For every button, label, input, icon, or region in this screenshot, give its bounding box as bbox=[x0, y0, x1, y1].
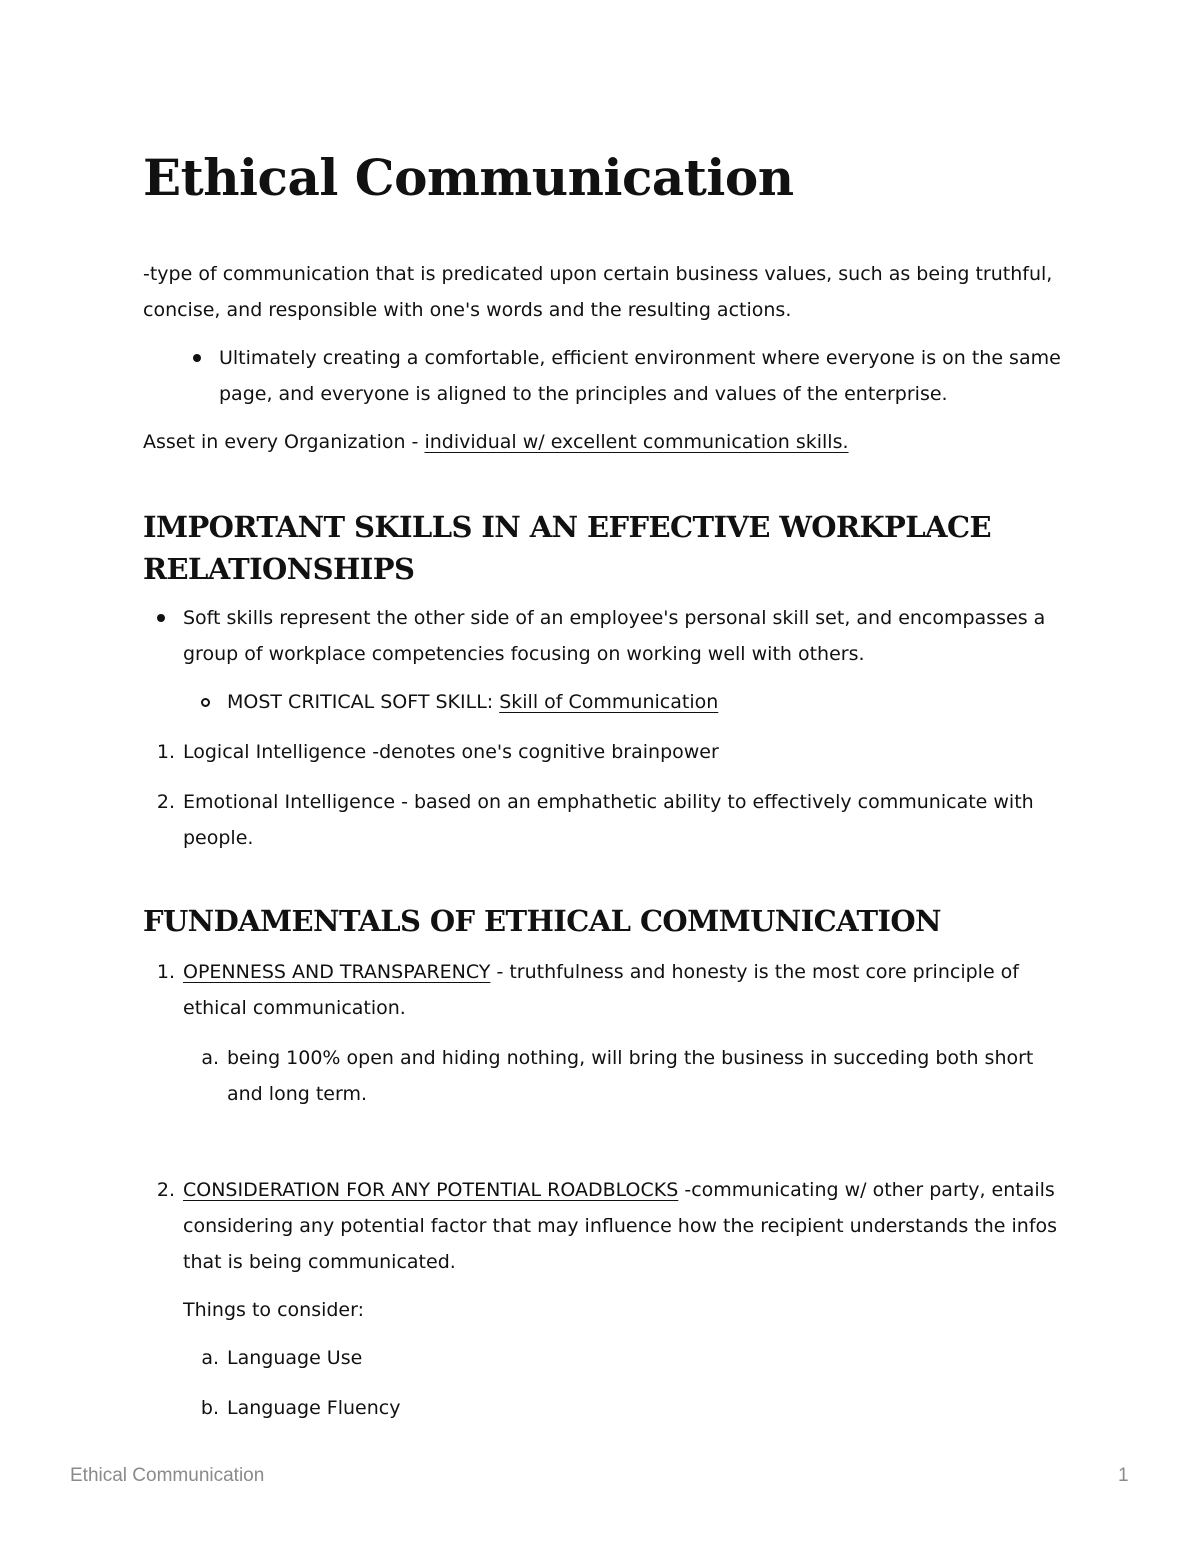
roadblocks-text: -communicating w/ other party, entails considering any potential factor that may influence how the recipient understands the infos that is being communicated. bbox=[183, 1179, 1058, 1273]
numbered-item-emotional bbox=[143, 784, 1063, 856]
numbered-item-openness bbox=[143, 954, 1063, 1026]
openness-label: OPENNESS AND TRANSPARENCY bbox=[183, 961, 491, 983]
list-item-text: Logical Intelligence -denotes one's cognitive brainpower bbox=[183, 741, 719, 763]
list-letter: a. bbox=[201, 1047, 219, 1069]
critical-skill-prefix: MOST CRITICAL SOFT SKILL: bbox=[227, 691, 500, 713]
list-number: 2. bbox=[156, 1179, 175, 1201]
roadblocks-label: CONSIDERATION FOR ANY POTENTIAL ROADBLOCKS bbox=[183, 1179, 679, 1201]
numbered-item-roadblocks bbox=[143, 1172, 1063, 1280]
lettered-item-text: Language Use bbox=[227, 1347, 363, 1369]
bullet-dot-icon bbox=[193, 354, 201, 362]
list-item-text: Emotional Intelligence - based on an emphathetic ability to effectively communicate with people. bbox=[183, 791, 1034, 849]
critical-skill-line bbox=[227, 684, 1063, 720]
asset-prefix: Asset in every Organization - bbox=[143, 431, 425, 453]
openness-text: - truthfulness and honesty is the most core principle of ethical communication. bbox=[183, 961, 1019, 1019]
soft-skills-bullet-item bbox=[143, 600, 1063, 672]
section-heading-fundamentals: FUNDAMENTALS OF ETHICAL COMMUNICATION bbox=[143, 904, 941, 938]
things-to-consider: Things to consider: bbox=[183, 1299, 365, 1321]
list-letter: a. bbox=[201, 1347, 219, 1369]
intro-bullet-item bbox=[143, 340, 1063, 412]
critical-skill-highlight: Skill of Communication bbox=[499, 691, 719, 713]
intro-definition: -type of communication that is predicated upon certain business values, such as being truthful, concise, and responsible with one's words and the resulting actions. bbox=[143, 263, 1053, 321]
asset-highlight: individual w/ excellent communication skills. bbox=[424, 431, 849, 453]
asset-line bbox=[143, 424, 1063, 460]
soft-skills-text: Soft skills represent the other side of an employee's personal skill set, and encompasses a group of workplace competencies focusing on working well with others. bbox=[183, 607, 1046, 665]
section-heading-important-skills: IMPORTANT SKILLS IN AN EFFECTIVE WORKPLACE RELATIONSHIPS bbox=[143, 510, 991, 586]
lettered-item-text: being 100% open and hiding nothing, will bring the business in succeding both short and long term. bbox=[227, 1047, 1034, 1105]
critical-skill-subbullet bbox=[143, 684, 1063, 720]
openness-line bbox=[183, 954, 1063, 1026]
document-title: Ethical Communication bbox=[143, 148, 794, 207]
lettered-item-openness-a bbox=[143, 1040, 1063, 1112]
roadblocks-line bbox=[183, 1172, 1063, 1280]
numbered-item-logical bbox=[143, 734, 1063, 770]
list-number: 2. bbox=[156, 791, 175, 813]
intro-bullet-text: Ultimately creating a comfortable, efficient environment where everyone is on the same page, and everyone is aligned to the principles and values of the enterprise. bbox=[219, 347, 1061, 405]
lettered-item-language-use bbox=[143, 1340, 1063, 1376]
footer-page-number: 1 bbox=[1118, 1465, 1129, 1486]
bullet-dot-icon bbox=[157, 614, 165, 622]
lettered-item-text: Language Fluency bbox=[227, 1397, 401, 1419]
document-body bbox=[143, 148, 1063, 1426]
bullet-ring-icon bbox=[201, 698, 210, 707]
list-letter: b. bbox=[200, 1397, 219, 1419]
lettered-item-language-fluency bbox=[143, 1390, 1063, 1426]
footer-document-title: Ethical Communication bbox=[70, 1465, 265, 1486]
list-number: 1. bbox=[156, 741, 175, 763]
list-number: 1. bbox=[156, 961, 175, 983]
